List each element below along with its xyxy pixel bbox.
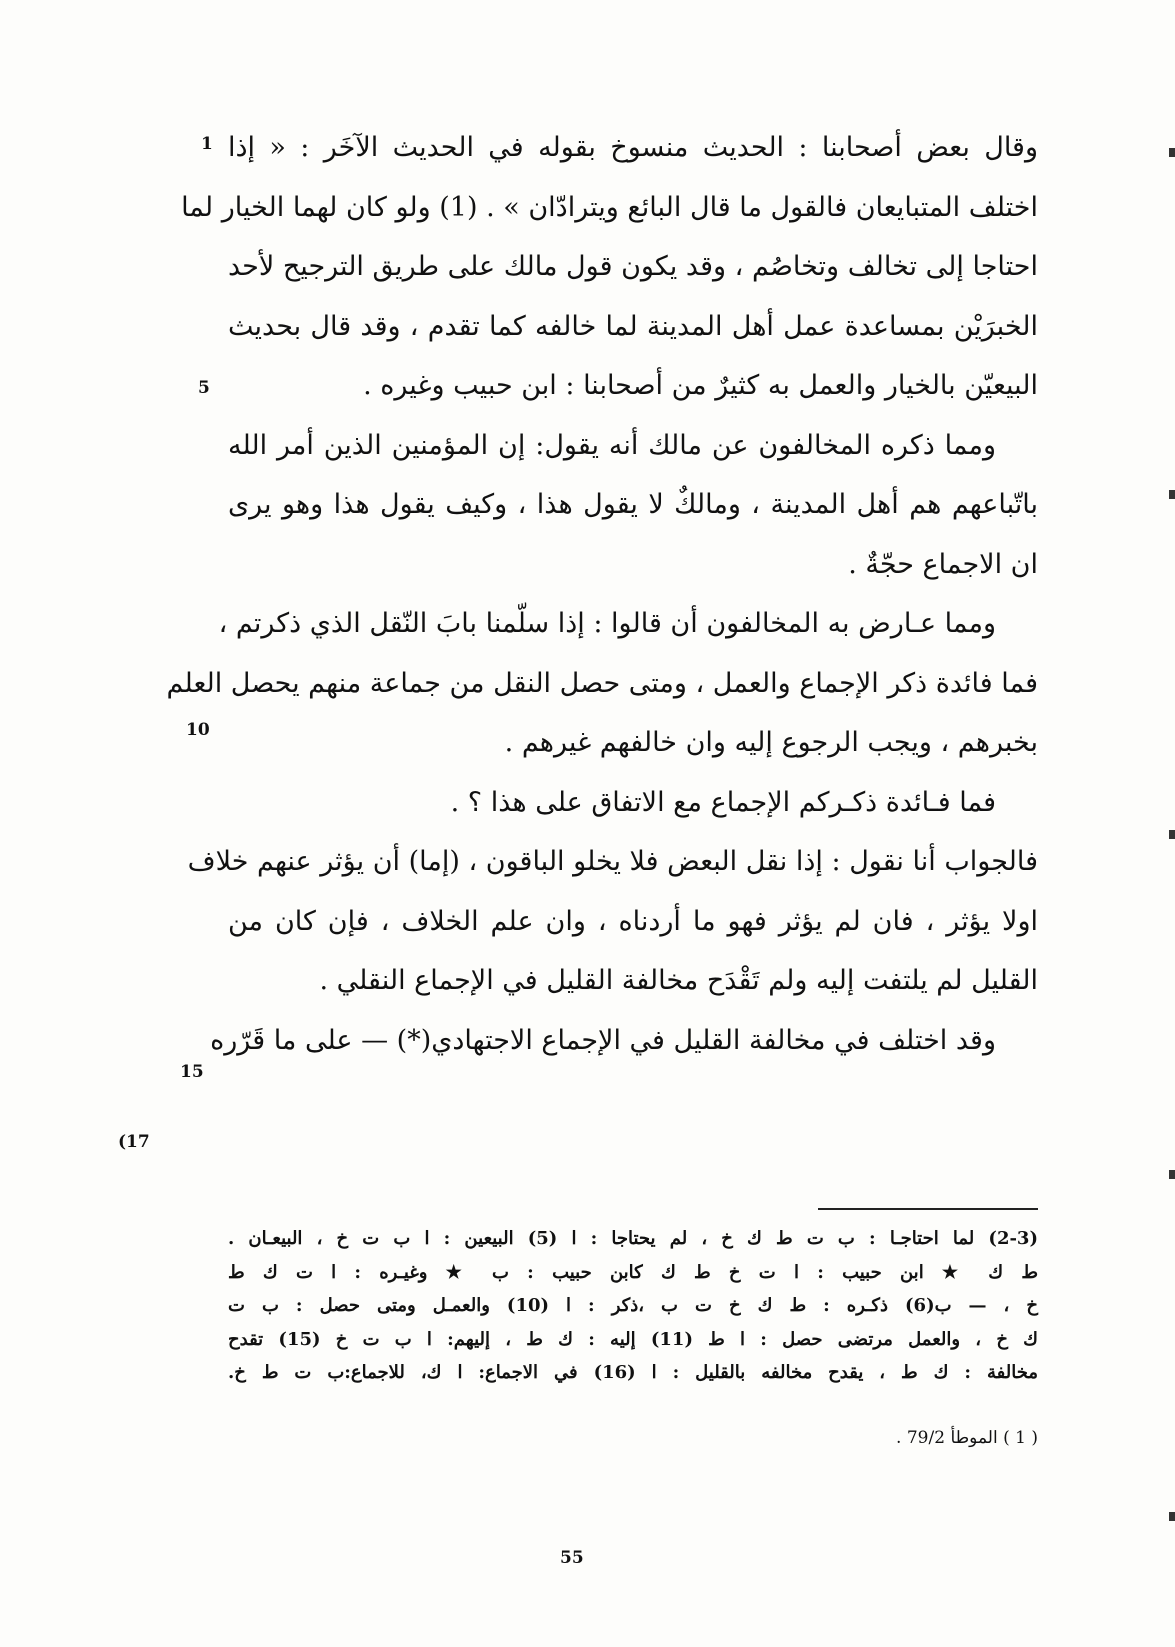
line-number-17: (17: [118, 1132, 150, 1152]
apparatus-line-5: مخالفة : ك ط ، يقدح مخالفه بالقليل : ا (16) في الاجماع: ا ك، للاجماع:ب ت ط خ.: [228, 1362, 1039, 1383]
binding-mark: [1169, 490, 1175, 499]
text-line-9: ومما عـارض به المخالفون أن قالوا : إذا سلّمنا بابَ النّقل الذي ذكرتم ،: [218, 608, 996, 639]
text-line-11: بخبرهم ، ويجب الرجوع إليه وان خالفهم غيرهم .: [504, 727, 1038, 758]
text-line-3: احتاجا إلى تخالف وتخاصُم ، وقد يكون قول مالك على طريق الترجيح لأحد: [228, 251, 1038, 282]
text-line-4: الخبرَيْن بمساعدة عمل أهل المدينة لما خالفه كما تقدم ، وقد قال بحديث: [228, 310, 1038, 342]
text-line-2: اختلف المتبايعان فالقول ما قال البائع ويترادّان » . (1) ولو كان لهما الخيار لما: [181, 191, 1038, 223]
line-number-15: 15: [180, 1062, 204, 1082]
binding-mark: [1169, 1512, 1175, 1521]
apparatus-line-2: ط ك ★ ابن حبيب : ا ت خ ط ك كابن حبيب : ب ★ وغيـره : ا ت ك ط: [228, 1261, 1038, 1283]
line-number-1: 1: [201, 134, 213, 154]
binding-mark: [1169, 148, 1175, 157]
text-line-10: فما فائدة ذكر الإجماع والعمل ، ومتى حصل النقل من جماعة منهم يحصل العلم: [166, 667, 1038, 699]
text-line-13: فالجواب أنا نقول : إذا نقل البعض فلا يخلو الباقون ، (إما) أن يؤثر عنهم خلاف: [187, 846, 1038, 877]
text-line-16: وقد اختلف في مخالفة القليل في الإجماع الاجتهادي(*) — على ما قَرّره: [210, 1024, 996, 1056]
page-number: 55: [560, 1548, 584, 1568]
text-line-6: ومما ذكره المخالفون عن مالك أنه يقول: إن المؤمنين الذين أمر الله: [228, 429, 996, 461]
line-number-5: 5: [198, 378, 210, 398]
binding-mark: [1169, 1170, 1175, 1179]
text-line-12: فما فـائدة ذكـركم الإجماع مع الاتفاق على هذا ؟ .: [450, 786, 996, 818]
text-line-1: وقال بعض أصحابنا : الحديث منسوخ بقوله في الحديث الآخَر : « إذا: [228, 132, 1038, 163]
binding-mark: [1169, 830, 1175, 839]
critical-apparatus: [228, 1222, 1038, 1390]
text-line-15: القليل لم يلتفت إليه ولم تَقْدَح مخالفة القليل في الإجماع النقلي .: [319, 965, 1038, 996]
apparatus-line-4: ك خ ، والعمل مرتضى حصل : ا ط (11) إليه : ك ط ، إليهم: ا ب ت خ (15) تقدح: [228, 1328, 1039, 1350]
footnote-divider: [818, 1208, 1038, 1210]
text-line-8: ان الاجماع حجّةٌ .: [848, 548, 1038, 580]
text-line-14: اولا يؤثر ، فان لم يؤثر فهو ما أردناه ، وان علم الخلاف ، فإن كان من: [228, 905, 1038, 937]
text-line-7: باتّباعهم هم أهل المدينة ، ومالكٌ لا يقول هذا ، وكيف يقول هذا وهو يرى: [228, 489, 1038, 520]
apparatus-line-1: (2-3) لما احتاجـا : ب ت ط ك خ ، لم يحتاجا : ا (5) البيعين : ا ب ت خ ، البيعـان .: [228, 1228, 1038, 1249]
footnote-1: ( 1 ) الموطأ 79/2 .: [896, 1428, 1038, 1448]
text-line-5: البيعيّن بالخيار والعمل به كثيرٌ من أصحابنا : ابن حبيب وغيره .: [363, 370, 1038, 401]
apparatus-line-3: خ ، — ب(6) ذكـره : ط ك خ ت ب ،ذكر : ا (10) والعمـل ومتى حصل : ب ت: [228, 1295, 1038, 1316]
line-number-10: 10: [186, 720, 210, 740]
